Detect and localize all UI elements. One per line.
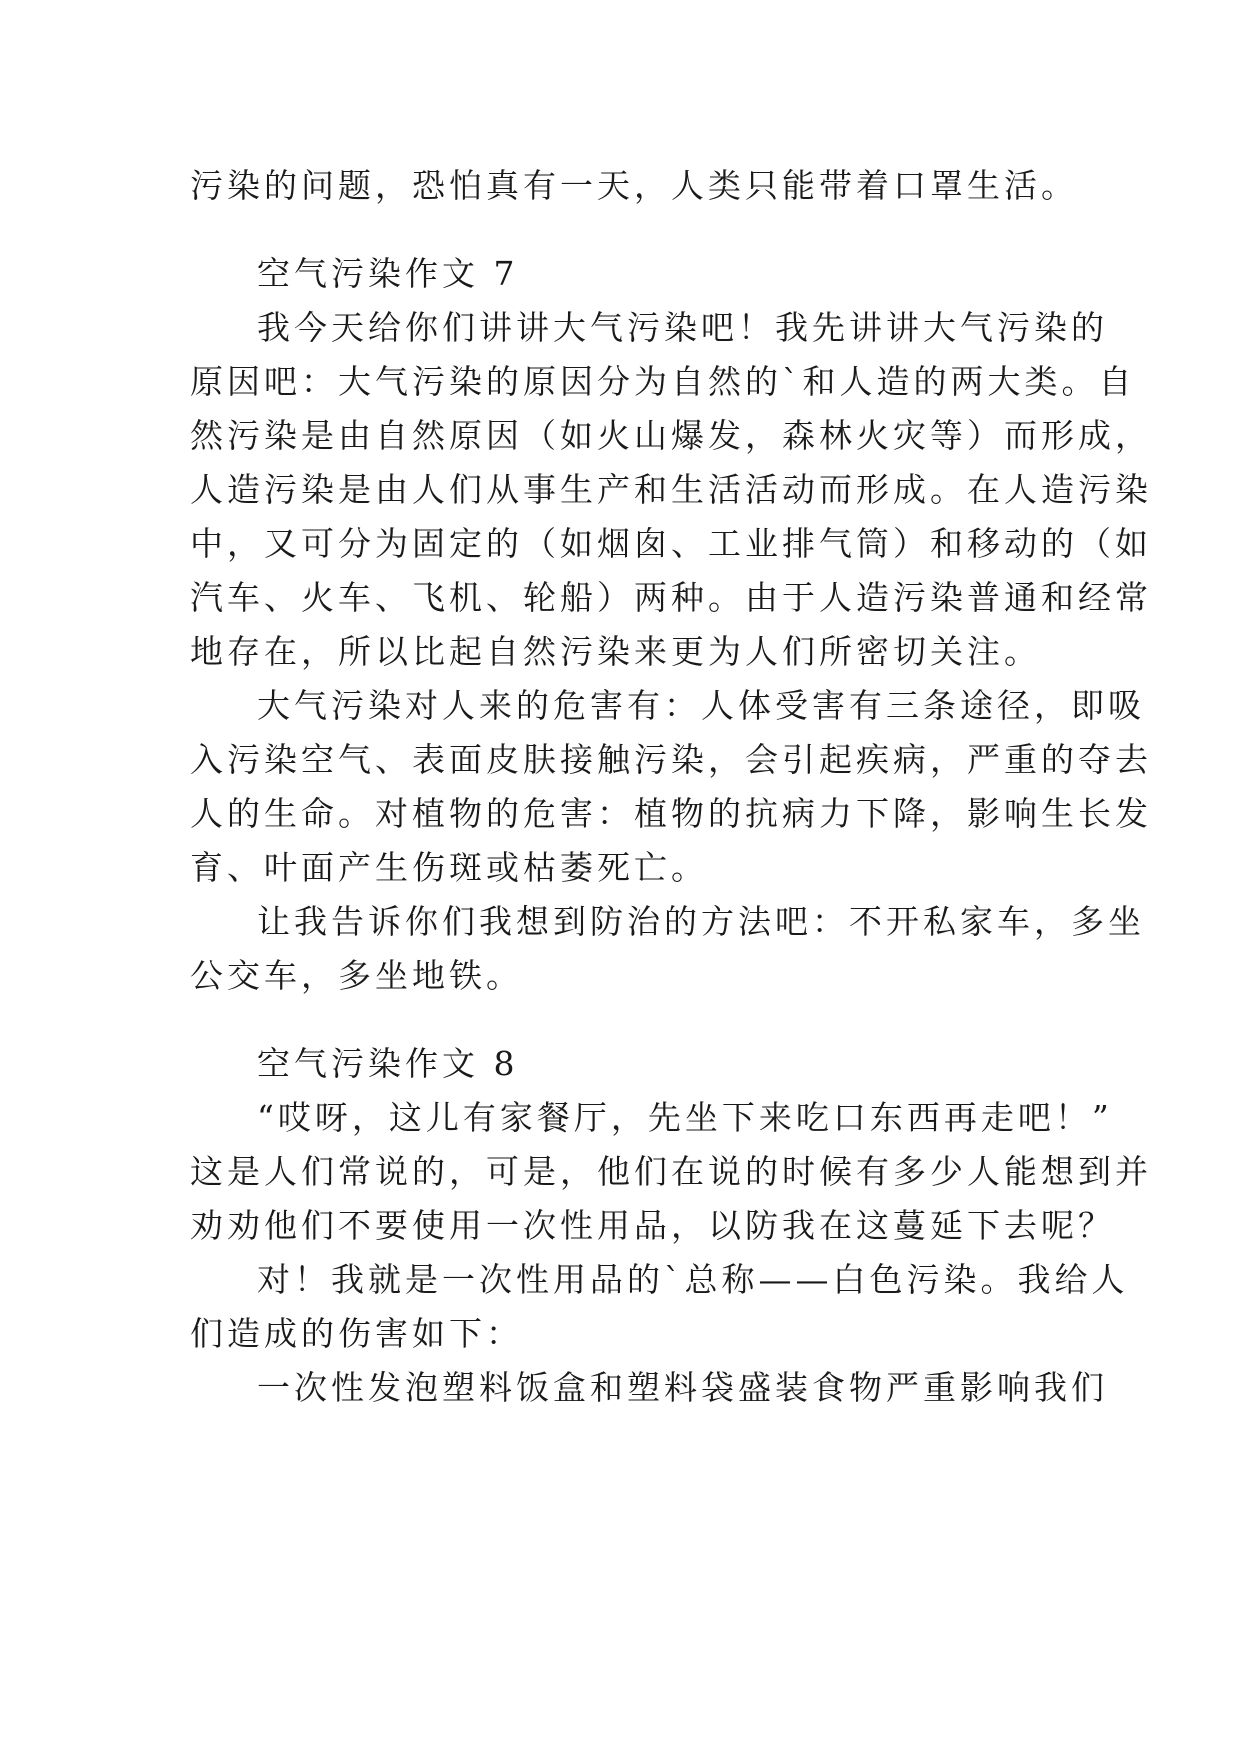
paragraph-line: 让我告诉你们我想到防治的方法吧：不开私家车，多坐	[257, 902, 1145, 941]
paragraph-line: 人造污染是由人们从事生产和生活活动而形成。在人造污染	[190, 470, 1152, 509]
paragraph-line: 原因吧：大气污染的原因分为自然的`和人造的两大类。自	[190, 362, 1136, 401]
section-heading-7: 空气污染作文 7	[257, 254, 519, 293]
paragraph-line: 大气污染对人来的危害有：人体受害有三条途径，即吸	[257, 686, 1145, 725]
paragraph-line: 公交车，多坐地铁。	[190, 956, 523, 995]
paragraph-line: 们造成的伤害如下：	[190, 1314, 523, 1353]
paragraph-line: 入污染空气、表面皮肤接触污染，会引起疾病，严重的夺去	[190, 740, 1152, 779]
paragraph-line: 然污染是由自然原因（如火山爆发，森林火灾等）而形成，	[190, 416, 1152, 455]
paragraph-line: 汽车、火车、飞机、轮船）两种。由于人造污染普通和经常	[190, 578, 1152, 617]
paragraph-line: 中，又可分为固定的（如烟囱、工业排气筒）和移动的（如	[190, 524, 1152, 563]
paragraph-line: 地存在，所以比起自然污染来更为人们所密切关注。	[190, 632, 1041, 671]
paragraph-line: 我今天给你们讲讲大气污染吧！我先讲讲大气污染的	[257, 308, 1108, 347]
section-heading-8: 空气污染作文 8	[257, 1044, 519, 1083]
paragraph-line: 这是人们常说的，可是，他们在说的时候有多少人能想到并	[190, 1152, 1152, 1191]
paragraph-line: 人的生命。对植物的危害：植物的抗病力下降，影响生长发	[190, 794, 1152, 833]
text-line: 污染的问题，恐怕真有一天，人类只能带着口罩生活。	[190, 166, 1078, 205]
paragraph-line: 育、叶面产生伤斑或枯萎死亡。	[190, 848, 708, 887]
paragraph-line: 劝劝他们不要使用一次性用品，以防我在这蔓延下去呢？	[190, 1206, 1115, 1245]
paragraph-line: 一次性发泡塑料饭盒和塑料袋盛装食物严重影响我们	[257, 1368, 1108, 1407]
paragraph-line: “哎呀，这儿有家餐厅，先坐下来吃口东西再走吧！”	[257, 1098, 1113, 1137]
paragraph-line: 对！我就是一次性用品的`总称——白色污染。我给人	[257, 1260, 1129, 1299]
